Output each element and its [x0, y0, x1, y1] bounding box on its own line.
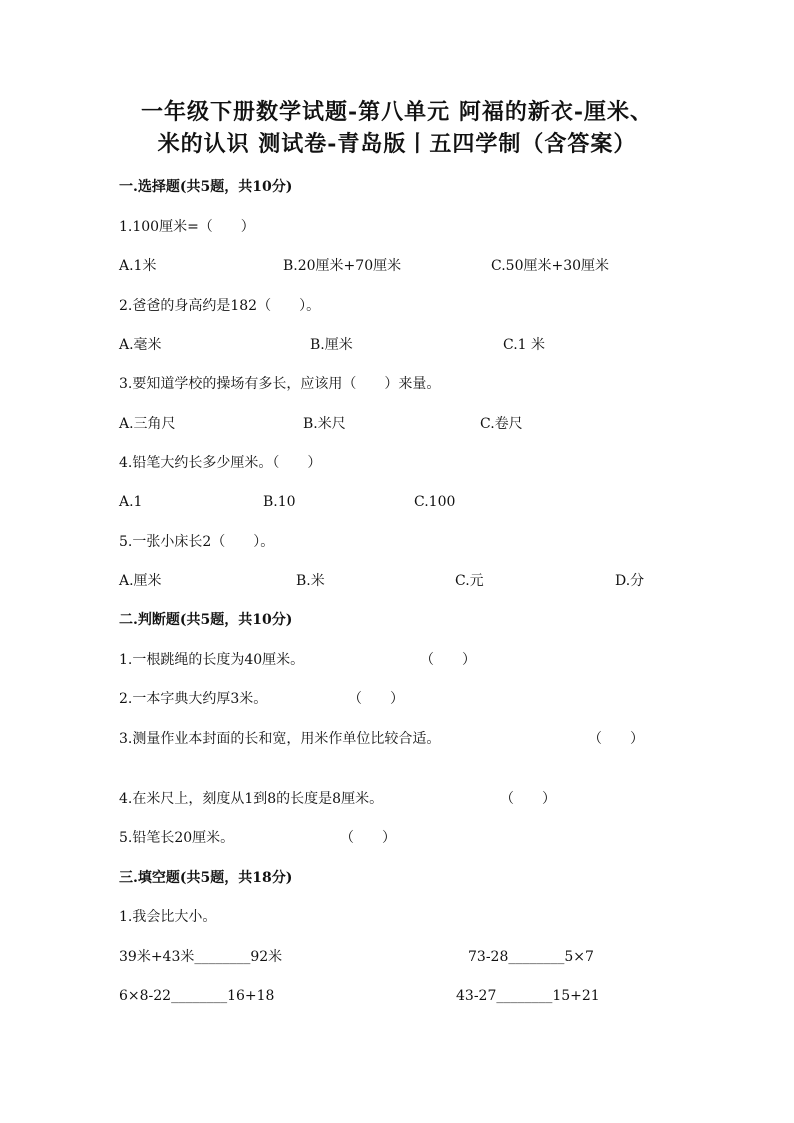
question-text: 1.100厘米=（ ） [119, 219, 255, 235]
title-line-2: 米的认识 测试卷-青岛版丨五四学制（含答案） [157, 131, 637, 157]
judge-item-text: 3.测量作业本封面的长和宽，用米作单位比较合适。 [119, 731, 441, 747]
option-d: D.分 [615, 573, 645, 589]
judge-item-text: 4.在米尺上，刻度从1到8的长度是8厘米。 [119, 791, 384, 807]
answer-bracket: （ ） [340, 830, 396, 846]
judge-item-text: 1.一根跳绳的长度为40厘米。 [119, 652, 305, 668]
answer-bracket: （ ） [348, 691, 404, 707]
compare-right: 43-27________15+21 [456, 988, 600, 1004]
compare-right: 73-28________5×7 [468, 949, 594, 965]
question-text: 4.铅笔大约长多少厘米。（ ） [119, 455, 322, 471]
judge-item-text: 2.一本字典大约厚3米。 [119, 691, 268, 707]
option-a: A.毫米 [119, 337, 162, 353]
question-text: 3.要知道学校的操场有多长，应该用（ ）来量。 [119, 376, 441, 392]
option-b: B.厘米 [310, 337, 353, 353]
title-line-1: 一年级下册数学试题-第八单元 阿福的新衣-厘米、 [141, 99, 653, 125]
option-a: A.1 [119, 494, 143, 510]
answer-bracket: （ ） [500, 791, 556, 807]
question-text: 5.一张小床长2（ ）。 [119, 534, 275, 550]
option-c: C.1 米 [503, 337, 546, 353]
answer-bracket: （ ） [588, 731, 644, 747]
option-c: C.元 [455, 573, 484, 589]
option-a: A.1米 [119, 258, 157, 274]
section-heading-choice: 一.选择题(共5题，共10分) [119, 179, 293, 195]
answer-bracket: （ ） [420, 652, 476, 668]
section-heading-judge: 二.判断题(共5题，共10分) [119, 612, 293, 628]
option-a: A.厘米 [119, 573, 162, 589]
question-text: 2.爸爸的身高约是182（ ）。 [119, 298, 321, 314]
option-b: B.米尺 [303, 416, 346, 432]
fill-question-text: 1.我会比大小。 [119, 909, 217, 925]
option-a: A.三角尺 [119, 416, 176, 432]
compare-left: 39米+43米________92米 [119, 949, 283, 965]
compare-left: 6×8-22________16+18 [119, 988, 275, 1004]
option-c: C.卷尺 [480, 416, 523, 432]
option-b: B.米 [296, 573, 325, 589]
option-c: C.50厘米+30厘米 [491, 258, 610, 274]
option-b: B.10 [263, 494, 296, 510]
judge-item-text: 5.铅笔长20厘米。 [119, 830, 235, 846]
option-c: C.100 [414, 494, 456, 510]
option-b: B.20厘米+70厘米 [283, 258, 402, 274]
section-heading-fill: 三.填空题(共5题，共18分) [119, 870, 293, 886]
